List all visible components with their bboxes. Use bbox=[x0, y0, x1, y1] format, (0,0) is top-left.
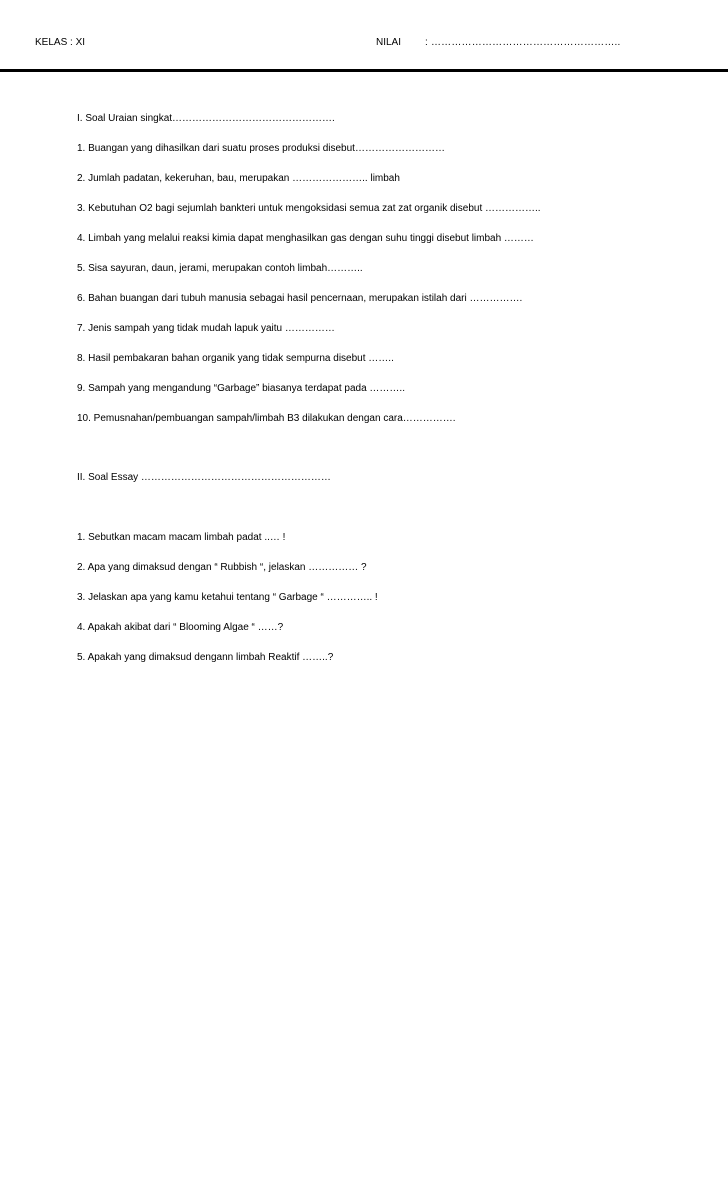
header-divider bbox=[0, 69, 728, 72]
section-1-question-2: 2. Jumlah padatan, kekeruhan, bau, merupakan ………………….. limbah bbox=[77, 173, 400, 184]
section-2-question-3: 3. Jelaskan apa yang kamu ketahui tentang “ Garbage “ ………….. ! bbox=[77, 592, 378, 603]
section-1-question-5: 5. Sisa sayuran, daun, jerami, merupakan contoh limbah……….. bbox=[77, 263, 363, 274]
section-2-question-1: 1. Sebutkan macam macam limbah padat ..… ! bbox=[77, 532, 286, 543]
section-1-question-6: 6. Bahan buangan dari tubuh manusia sebagai hasil pencernaan, merupakan istilah dari ……………. bbox=[77, 293, 523, 304]
header-row bbox=[0, 37, 728, 51]
nilai-value-blank: : ……………………………………………….. bbox=[425, 37, 621, 48]
section-2-title: II. Soal Essay ………………………………………………… bbox=[77, 472, 331, 483]
section-1-question-4: 4. Limbah yang melalui reaksi kimia dapat menghasilkan gas dengan suhu tinggi disebut limbah ……… bbox=[77, 233, 534, 244]
document-body bbox=[77, 112, 677, 665]
section-2-question-5: 5. Apakah yang dimaksud dengann limbah Reaktif ……..? bbox=[77, 652, 334, 663]
section-2-question-2: 2. Apa yang dimaksud dengan “ Rubbish “, jelaskan …………… ? bbox=[77, 562, 367, 573]
nilai-label: NILAI bbox=[376, 37, 402, 48]
section-1-question-10: 10. Pemusnahan/pembuangan sampah/limbah B3 dilakukan dengan cara……………. bbox=[77, 413, 456, 424]
section-2-question-4: 4. Apakah akibat dari “ Blooming Algae “ ……? bbox=[77, 622, 284, 633]
kelas-label: KELAS : XI bbox=[35, 37, 86, 48]
section-1-question-7: 7. Jenis sampah yang tidak mudah lapuk yaitu …………… bbox=[77, 323, 335, 334]
section-1-question-8: 8. Hasil pembakaran bahan organik yang tidak sempurna disebut …….. bbox=[77, 353, 394, 364]
section-1-question-3: 3. Kebutuhan O2 bagi sejumlah bankteri untuk mengoksidasi semua zat zat organik disebut …………….. bbox=[77, 203, 541, 214]
section-1-question-9: 9. Sampah yang mengandung “Garbage” biasanya terdapat pada ……….. bbox=[77, 383, 405, 394]
section-1-title: I. Soal Uraian singkat…………………………………………. bbox=[77, 113, 335, 124]
section-1-question-1: 1. Buangan yang dihasilkan dari suatu proses produksi disebut……………………… bbox=[77, 143, 445, 154]
